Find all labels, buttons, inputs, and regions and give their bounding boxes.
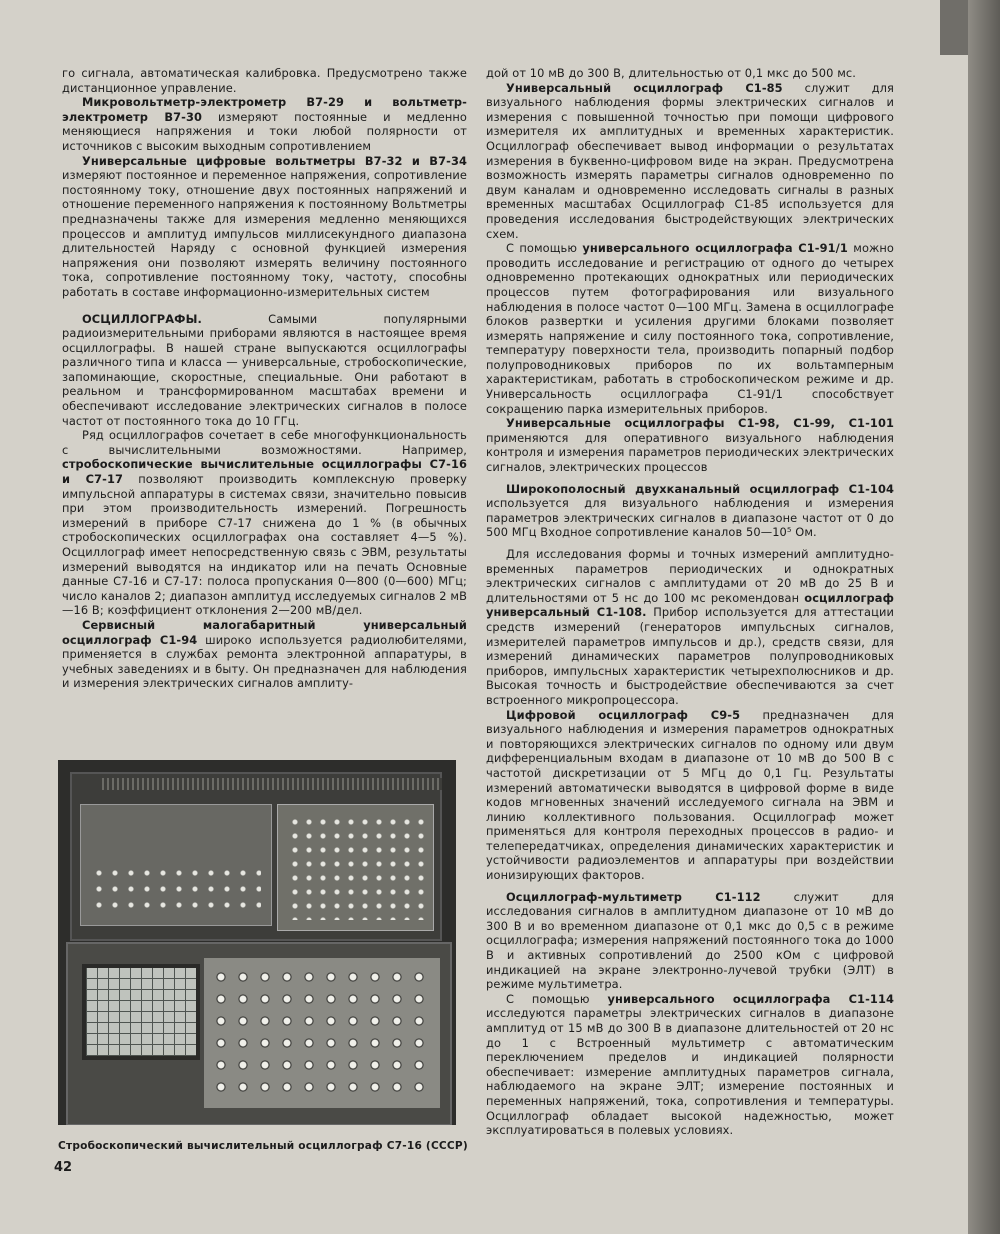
paragraph: Ряд осциллографов сочетает в себе многофункциональность с вычислительными возможностями. Например, стробоскопические вычислительные осциллографы С7-16 и С7-17 позволяют производить комплексную проверку импульсной аппаратуры в системах связи, значительно повысив при этом производительность измерений. Погрешность измерений в приборе С7-17 снижена до 1 % (в обычных стробоскопических осциллографах она составляет 4—5 %). Осциллограф имеет непосредственную связь с ЭВМ, результаты измерений выводятся на индикатор или на печать Основные данные С7-16 и С7-17: полоса пропускания 0—800 (0—600) МГц; число каналов 2; диапазон амплитуд исследуемых сигналов 2 мВ—16 В; коэффициент отклонения 2—200 мВ/дел.	[62, 428, 468, 618]
paragraph: Универсальный осциллограф С1-85 служит для визуального наблюдения формы электрических сигналов и измерения с повышенной точностью при помощи цифрового измерителя их амплитудных и временных характеристик. Осциллограф обеспечивает вывод информации о результатах измерения в буквенно-цифровом виде на экран. Предусмотрена возможность измерять параметры сигналов одновременно по двум каналам и одновременно исследовать сигналы в разных временных масштабах Осциллограф С1-85 используется для проведения исследования быстродействующих электрических схем.	[486, 80, 895, 241]
paragraph: Универсальные осциллографы С1-98, С1-99, С1-101 применяются для оперативного визуального наблюдения контроля и измерения параметров периодических электрических сигналов, электрических процессов	[486, 416, 894, 475]
device-name: Микровольтметр-электрометр В7-29 и вольтметр-электрометр В7-30	[62, 95, 467, 124]
knob-array	[210, 966, 434, 1101]
page-edge-shadow	[968, 0, 1000, 1234]
page-number: 42	[54, 1160, 73, 1175]
paragraph: Универсальные цифровые вольтметры В7-32 и В7-34 измеряют постоянное и переменное напряжения, сопротивление постоянному току, отношение двух постоянных напряжений и отношение переменного напряжения к постоянному Вольтметры предназначены также для измерения медленно меняющихся процессов и амплитуд импульсов миллисекундного диапазона длительностей Наряду с основной функцией измерения напряжения они позволяют измерять величину постоянного тока, сопротивление постоянному току, частоту, способны работать в составе информационно-измерительных систем	[62, 153, 467, 299]
paragraph: Для исследования формы и точных измерений амплитудно-временных параметров периодических и однократных электрических сигналов с амплитудами от 20 мВ до 25 В и длительностями от 5 нс до 100 мс рекомендован осциллограф универсальный С1-108. Прибор используется для аттестации средств измерений (генераторов импульсных сигналов, измерителей параметров импульсов и др.), средств связи, для измерений динамических параметров полупроводниковых приборов, импульсных характеристик четырехполюсников и др. Высокая точность и быстродействие обеспечиваются за счет встроенного микропроцессора.	[486, 547, 894, 707]
device-name: Цифровой осциллограф С9-5	[506, 707, 741, 722]
device-name: универсального осциллографа С1-114	[607, 991, 894, 1006]
section-heading: ОСЦИЛЛОГРАФЫ.	[82, 311, 202, 326]
device-name: Сервисный малогабаритный универсальный осциллограф С1-94	[62, 617, 467, 647]
paragraph: С помощью универсального осциллографа С1-114 исследуются параметры электрических сигналов в диапазоне амплитуд от 15 мВ до 300 В в диапазоне длительностей от 20 нс до 1 с Встроенный мультиметр с автоматическим переключением пределов и индикацией полярности обеспечивает: измерение амплитудных параметров сигнала, наблюдаемого на экране ЭЛТ; измерение постоянных и переменных напряжений, тока, сопротивления и температуры. Осциллограф обладает высокой надежностью, может эксплуатироваться в полевых условиях.	[486, 991, 894, 1138]
left-text-column	[62, 66, 467, 691]
paragraph: Сервисный малогабаритный универсальный осциллограф С1-94 широко используется радиолюбителями, применяется в службах ремонта электронной аппаратуры, в учебных заведениях и в быту. Он предназначен для наблюдения и измерения электрических сигналов амплиту-	[62, 617, 467, 691]
paragraph: Осциллограф-мультиметр С1-112 служит для исследования сигналов в амплитудном диапазоне от 10 мВ до 300 В и во временном диапазоне от 0,1 мкс до 0,5 с в режиме осциллографа; измерения напряжений постоянного тока до 1000 В и активных сопротивлений до 2500 кОм с цифровой индикацией на экране электронно-лучевой трубки (ЭЛТ) в режиме мультиметра.	[486, 889, 894, 992]
oscilloscope-upper-unit	[70, 772, 442, 941]
paragraph: го сигнала, автоматическая калибровка. Предусмотрено также дистанционное управление.	[62, 66, 467, 95]
paragraph: дой от 10 мВ до 300 В, длительностью от 0,1 мкс до 500 мс.	[486, 66, 856, 80]
device-name: Универсальный осциллограф С1-85	[506, 80, 783, 95]
paragraph: Микровольтметр-электрометр В7-29 и вольтметр-электрометр В7-30 измеряют постоянные и медленно меняющиеся напряжения и токи любой полярности от источников с высоким выходным сопротивлением	[62, 95, 468, 153]
device-name: осциллограф универсальный С1-108.	[486, 590, 894, 620]
paragraph: Широкополосный двухканальный осциллограф С1-104 используется для визуального наблюдения и измерения параметров электрических сигналов в диапазоне частот от 0 до 500 МГц Входное сопротивление каналов 50—10⁵ Ом.	[486, 481, 894, 540]
right-text-column	[486, 66, 894, 1138]
device-name: Универсальные осциллографы С1-98, С1-99, С1-101	[506, 416, 894, 431]
oscilloscope-photo	[58, 760, 456, 1125]
knob-array	[91, 865, 261, 915]
oscilloscope-lower-unit	[66, 942, 452, 1125]
paragraph: Цифровой осциллограф С9-5 предназначен для визуального наблюдения и измерения параметров однократных и повторяющихся электрических сигналов по одному или двум дифференциальным входам в диапазоне от 10 мВ до 500 В с частотой дискретизации от 5 МГц до 0,1 Гц. Результаты измерений автоматически выводятся в цифровой форме в виде кодов мгновенных значений исследуемого сигнала на ЭВМ и линию коллективного пользования. Осциллограф может применяться для контроля переходных процессов в радио- и телепередатчиках, определения динамических характеристик и устойчивости радиоэлементов и аппаратуры при воздействии ионизирующих факторов.	[486, 707, 894, 883]
device-name: Широкополосный двухканальный осциллограф С1-104	[506, 481, 894, 496]
paragraph: С помощью универсального осциллографа С1-91/1 можно проводить исследование и регистрацию от одного до четырех одновременно протекающих однократных или периодических процессов путем фотографирования или визуального наблюдения в полосе частот 0—100 МГц. Замена в осциллографе блоков развертки и усиления другими блоками позволяет измерять напряжение и силу постоянного тока, сопротивление, температуру поверхности тела, производить попарный подбор полупроводниковых приборов по их вольтамперным характеристикам, работать в стробоскопическом режиме и др. Универсальность осциллографа С1-91/1 способствует сокращению парка измерительных приборов.	[486, 241, 894, 416]
device-name: стробоскопические вычислительные осциллографы С7-16 и С7-17	[62, 457, 467, 487]
control-panel	[277, 804, 434, 931]
section-paragraph: ОСЦИЛЛОГРАФЫ. Самыми популярными радиоизмерительными приборами являются в настоящее время осциллографы. В нашей стране выпускаются осциллографы различного типа и класса — универсальные, стробоскопические, запоминающие, скоростные, специальные. Они работают в реальном и трансформированном масштабах времени и обеспечивают исследование электрических сигналов в полосе частот от постоянного тока до 10 ГГц.	[62, 311, 467, 428]
control-panel	[204, 958, 440, 1108]
figure-caption: Стробоскопический вычислительный осциллограф С7-16 (СССР)	[58, 1140, 468, 1152]
vent-grille	[102, 778, 442, 790]
device-name: универсального осциллографа С1-91/1	[582, 241, 848, 256]
crt-screen	[82, 964, 200, 1060]
device-name: Осциллограф-мультиметр С1-112	[506, 889, 761, 904]
device-name: Универсальные цифровые вольтметры В7-32 и В7-34	[82, 153, 467, 168]
control-panel	[80, 804, 272, 926]
knob-array	[288, 815, 428, 920]
